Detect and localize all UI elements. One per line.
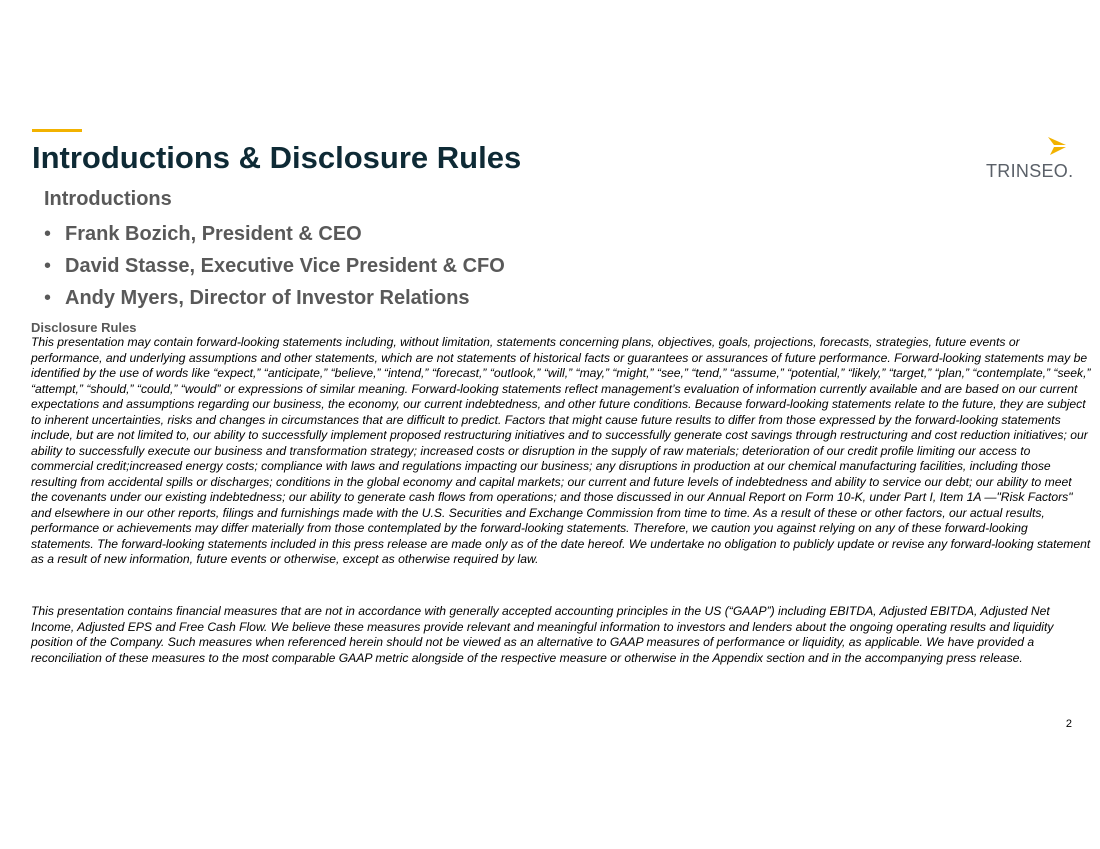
bullet-icon: • xyxy=(44,287,52,309)
non-gaap-measures-paragraph: This presentation contains financial measures that are not in accordance with generally accepted accounting principles in the US (“GAAP”) including EBITDA, Adjusted EBITDA, Adjusted Net Income, Adjusted EPS and Free Cash Flow. We believe these measures provide relevant and meaningful information to investors and lenders about the ongoing operating results and liquidity position of the Company. Such measures when referenced herein should not be viewed as an alternative to GAAP measures of performance or liquidity, as applicable. We have provided a reconciliation of these measures to the most comparable GAAP metric alongside of the respective measure or otherwise in the Appendix section and in the accompanying press release. xyxy=(31,604,1054,665)
logo-mark-upper xyxy=(1048,137,1066,145)
bullet-icon: • xyxy=(44,223,52,245)
bullet-icon: • xyxy=(44,255,52,277)
intro-item-label: David Stasse, Executive Vice President & CFO xyxy=(65,255,505,277)
trinseo-logo xyxy=(984,136,1076,182)
title-accent-bar xyxy=(32,129,82,132)
page-title: Introductions & Disclosure Rules xyxy=(32,140,522,175)
logo-wordmark: TRINSEO. xyxy=(986,161,1074,181)
intro-item-ceo xyxy=(44,218,505,250)
intro-item-label: Frank Bozich, President & CEO xyxy=(65,223,362,245)
introductions-list xyxy=(44,218,505,314)
disclosure-heading: Disclosure Rules xyxy=(31,320,137,335)
introductions-heading: Introductions xyxy=(44,188,172,210)
forward-looking-statements-paragraph: This presentation may contain forward-looking statements including, without limitation, statements concerning plans, objectives, goals, projections, forecasts, strategies, future events or performance, and underlying assumptions and other statements, which are not statements of historical facts or guarantees or assurances of future performance. Forward-looking statements may be identified by the use of words like “expect,” “anticipate,” “believe,” “intend,” “forecast,” “outlook,” “will,” “may,” “might,” “see,” “tend,” “assume,” “potential,” “likely,” “target,” “plan,” “contemplate,” “seek,” “attempt,” “should,” “could,” “would” or expressions of similar meaning. Forward-looking statements reflect management’s evaluation of information currently available and are based on our current expectations and assumptions regarding our business, the economy, our current indebtedness, and other future conditions. Because forward-looking statements relate to the future, they are subject to inherent uncertainties, risks and changes in circumstances that are difficult to predict. Factors that might cause future results to differ from those expressed by the forward-looking statements include, but are not limited to, our ability to successfully implement proposed restructuring initiatives and to successfully generate cost savings through restructuring and cost reduction initiatives; our ability to successfully execute our business and transformation strategy; increased costs or disruption in the supply of raw materials; deterioration of our credit profile limiting our access to commercial credit;increased energy costs; compliance with laws and regulations impacting our business; any disruptions in production at our chemical manufacturing facilities, including those resulting from accidental spills or discharges; conditions in the global economy and capital markets; our current and future levels of indebtedness and ability to service our debt; our ability to meet the covenants under our existing indebtedness; our ability to generate cash flows from operations; and those discussed in our Annual Report on Form 10-K, under Part I, Item 1A —"Risk Factors" and elsewhere in our other reports, filings and furnishings made with the U.S. Securities and Exchange Commission from time to time. As a result of these or other factors, our actual results, performance or achievements may differ materially from those contemplated by the forward-looking statements. Therefore, we caution you against relying on any of these forward-looking statements. The forward-looking statements included in this press release are made only as of the date hereof. We undertake no obligation to publicly update or revise any forward-looking statement as a result of new information, future events or otherwise, except as otherwise required by law. xyxy=(31,335,1091,566)
logo-mark-lower xyxy=(1050,147,1066,155)
page-number: 2 xyxy=(1065,718,1072,730)
intro-item-ir xyxy=(44,282,505,314)
intro-item-label: Andy Myers, Director of Investor Relations xyxy=(65,287,470,309)
logo-mark-icon xyxy=(1046,136,1068,156)
intro-item-cfo xyxy=(44,250,505,282)
